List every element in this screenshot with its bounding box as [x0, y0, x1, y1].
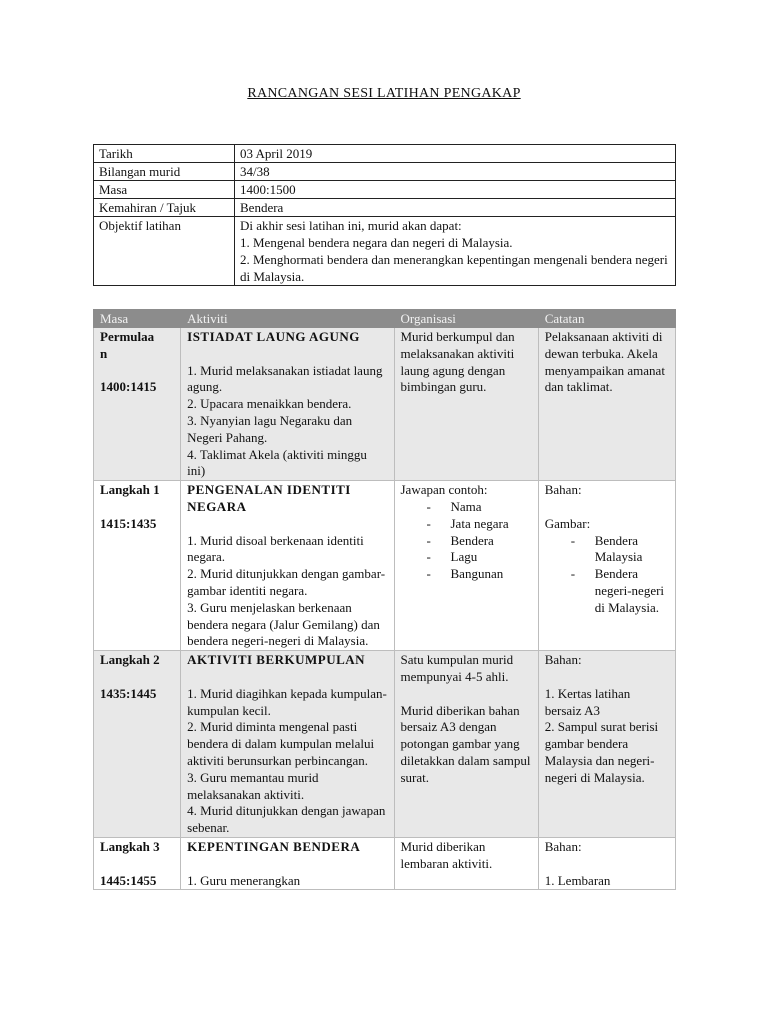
masa-cell	[94, 481, 181, 651]
list-item: - Jata negara	[427, 516, 532, 533]
info-row	[94, 199, 676, 217]
list-item: - Bendera negeri-negeri di Malaysia.	[571, 566, 669, 616]
table-row	[94, 651, 676, 838]
masa-line: Permulaa	[100, 329, 155, 344]
catatan-cell	[538, 837, 675, 889]
aktiviti-step: 3. Guru memantau murid melaksanakan aktiviti.	[187, 769, 319, 802]
catatan-text: 1. Lembaran	[544, 872, 611, 888]
masa-cell	[94, 328, 181, 481]
aktiviti-step: 1. Guru menerangkan	[187, 872, 301, 888]
catatan-text: Bahan:	[544, 838, 582, 854]
info-row	[94, 217, 676, 286]
masa-time: 1445:1455	[100, 872, 157, 888]
info-value: 34/38	[235, 163, 676, 181]
spacer	[187, 516, 387, 533]
table-header-row	[94, 310, 676, 328]
info-row	[94, 145, 676, 163]
list-item: - Lagu	[427, 549, 532, 566]
material-list	[545, 533, 669, 617]
info-row	[94, 181, 676, 199]
document-title: RANCANGAN SESI LATIHAN PENGAKAP	[247, 86, 521, 101]
catatan-text: 1. Kertas latihan bersaiz A3	[544, 685, 631, 718]
spacer	[100, 499, 174, 516]
objective-line: Di akhir sesi latihan ini, murid akan dapat:	[240, 218, 462, 233]
masa-line: Langkah 1	[100, 482, 160, 498]
aktiviti-cell	[181, 481, 394, 651]
masa-time: 1400:1415	[100, 379, 157, 395]
aktiviti-cell	[181, 837, 394, 889]
spacer	[545, 499, 669, 516]
info-label: Kemahiran / Tajuk	[94, 199, 235, 217]
spacer	[545, 856, 669, 873]
column-header: Aktiviti	[181, 310, 394, 328]
spacer	[100, 669, 174, 686]
info-value: 03 April 2019	[235, 145, 676, 163]
aktiviti-title: AKTIVITI BERKUMPULAN	[187, 652, 366, 668]
aktiviti-step: 2. Murid ditunjukkan dengan gambar-gambar identiti negara.	[187, 566, 386, 598]
aktiviti-step: 3. Guru menjelaskan berkenaan bendera negara (Jalur Gemilang) dan bendera negeri-negeri di Malaysia.	[187, 599, 380, 649]
aktiviti-step: 1. Murid disoal berkenaan identiti negara.	[187, 532, 364, 565]
info-label: Tarikh	[94, 145, 235, 163]
catatan-text: Pelaksanaan aktiviti di dewan terbuka. Akela menyampaikan amanat dan taklimat.	[544, 329, 665, 395]
info-value: Bendera	[235, 199, 676, 217]
masa-cell	[94, 651, 181, 838]
objective-line: 2. Menghormati bendera dan menerangkan kepentingan mengenali bendera negeri di Malaysia.	[240, 252, 668, 284]
organisasi-cell	[394, 837, 538, 889]
organisasi-cell	[394, 651, 538, 838]
aktiviti-step: 4. Taklimat Akela (aktiviti minggu ini)	[187, 446, 367, 479]
info-row	[94, 163, 676, 181]
masa-time: 1415:1435	[100, 515, 157, 531]
spacer	[187, 346, 387, 363]
column-header: Masa	[94, 310, 181, 328]
info-label: Bilangan murid	[94, 163, 235, 181]
spacer	[100, 856, 174, 873]
masa-line: Langkah 3	[100, 838, 160, 854]
aktiviti-step: 2. Murid diminta mengenal pasti bendera di dalam kumpulan melalui aktiviti berunsurkan perbincangan.	[187, 719, 375, 768]
catatan-text: Bahan:	[544, 652, 582, 668]
example-answer-list	[401, 499, 532, 583]
masa-line: Langkah 2	[100, 652, 160, 668]
list-item: - Bangunan	[427, 566, 532, 583]
masa-line: n	[100, 345, 108, 361]
aktiviti-title: ISTIADAT LAUNG AGUNG	[187, 329, 360, 344]
aktiviti-title: KEPENTINGAN BENDERA	[187, 838, 361, 854]
info-label: Masa	[94, 181, 235, 199]
objective-line: 1. Mengenal bendera negara dan negeri di Malaysia.	[240, 235, 513, 250]
catatan-text: Gambar:	[544, 515, 591, 531]
catatan-text: Bahan:	[544, 482, 582, 498]
organisasi-cell	[394, 481, 538, 651]
aktiviti-title: PENGENALAN IDENTITI NEGARA	[187, 482, 351, 514]
list-item: - Bendera Malaysia	[571, 533, 669, 567]
organisasi-text: Satu kumpulan murid mempunyai 4-5 ahli.	[400, 652, 514, 684]
catatan-text: 2. Sampul surat berisi gambar bendera Malaysia dan negeri-negeri di Malaysia.	[544, 719, 659, 785]
masa-time: 1435:1445	[100, 685, 157, 701]
list-item: - Bendera	[427, 533, 532, 550]
aktiviti-cell	[181, 651, 394, 838]
spacer	[401, 686, 532, 703]
masa-cell	[94, 837, 181, 889]
catatan-cell	[538, 328, 675, 481]
aktiviti-step: 1. Murid melaksanakan istiadat laung agung.	[187, 362, 383, 395]
table-row	[94, 481, 676, 651]
info-value	[235, 217, 676, 286]
aktiviti-step: 2. Upacara menaikkan bendera.	[187, 396, 352, 412]
catatan-cell	[538, 481, 675, 651]
organisasi-text: Murid diberikan lembaran aktiviti.	[400, 838, 493, 871]
spacer	[100, 363, 174, 380]
list-item: - Nama	[427, 499, 532, 516]
column-header: Organisasi	[394, 310, 538, 328]
aktiviti-step: 4. Murid ditunjukkan dengan jawapan sebenar.	[187, 803, 386, 836]
activity-plan-table	[93, 309, 676, 890]
info-table	[93, 144, 676, 286]
aktiviti-step: 3. Nyanyian lagu Negaraku dan Negeri Pahang.	[187, 412, 353, 445]
organisasi-intro: Jawapan contoh:	[400, 482, 488, 498]
spacer	[187, 669, 387, 686]
info-label: Objektif latihan	[94, 217, 235, 286]
catatan-cell	[538, 651, 675, 838]
organisasi-text: Murid diberikan bahan bersaiz A3 dengan potongan gambar yang diletakkan dalam sampul surat.	[400, 702, 531, 785]
organisasi-cell	[394, 328, 538, 481]
column-header: Catatan	[538, 310, 675, 328]
info-value: 1400:1500	[235, 181, 676, 199]
spacer	[187, 856, 387, 873]
aktiviti-cell	[181, 328, 394, 481]
aktiviti-step: 1. Murid diagihkan kepada kumpulan-kumpulan kecil.	[187, 685, 387, 718]
table-row	[94, 837, 676, 889]
organisasi-text: Murid berkumpul dan melaksanakan aktiviti laung agung dengan bimbingan guru.	[400, 329, 515, 395]
spacer	[545, 669, 669, 686]
table-row	[94, 328, 676, 481]
